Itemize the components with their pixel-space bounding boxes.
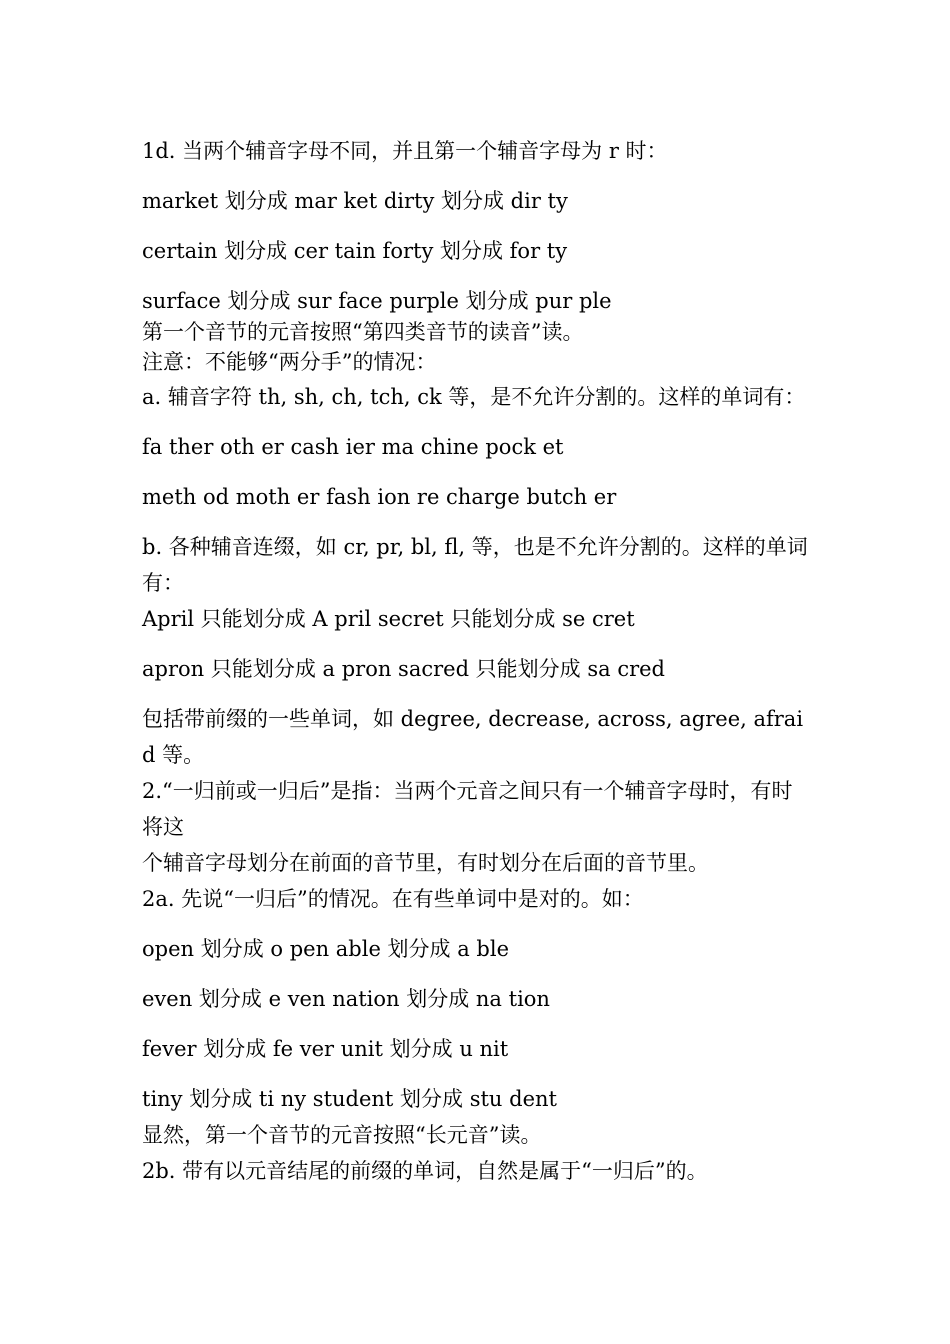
text-line-prefix: 包括带前缀的一些单词，如 degree, decrease, across, agree, afraid 等。: [142, 707, 804, 767]
text-line-fever: fever 划分成 fe ver unit 划分成 u nit: [142, 1037, 509, 1061]
text-line-certain: certain 划分成 cer tain forty 划分成 for ty: [142, 239, 568, 263]
text-line-apron: apron 只能划分成 a pron sacred 只能划分成 sa cred: [142, 657, 665, 681]
text-line-market: market 划分成 mar ket dirty 划分成 dir ty: [142, 189, 568, 213]
text-line-method: meth od moth er fash ion re charge butch er: [142, 485, 617, 509]
text-line-2: 2.“一归前或一归后”是指：当两个元音之间只有一个辅音字母时，有时将这: [142, 779, 793, 839]
text-line-surface: surface 划分成 sur face purple 划分成 pur ple: [142, 289, 612, 313]
text-line-open: open 划分成 o pen able 划分成 a ble: [142, 937, 510, 961]
text-line-father: fa ther oth er cash ier ma chine pock et: [142, 435, 564, 459]
text-line-2-cont: 个辅音字母划分在前面的音节里，有时划分在后面的音节里。: [142, 851, 709, 875]
text-line-fourth-type: 第一个音节的元音按照“第四类音节的读音”读。: [142, 320, 584, 344]
text-line-long-vowel: 显然，第一个音节的元音按照“长元音”读。: [142, 1123, 542, 1147]
text-line-b: b. 各种辅音连缀，如 cr, pr, bl, fl, 等，也是不允许分割的。这样的单词有：: [142, 535, 808, 595]
text-line-a: a. 辅音字符 th, sh, ch, tch, ck 等，是不允许分割的。这样的单词有：: [142, 385, 806, 409]
text-line-even: even 划分成 e ven nation 划分成 na tion: [142, 987, 550, 1011]
text-line-note: 注意：不能够“两分手”的情况：: [142, 350, 437, 374]
text-line-1d: 1d. 当两个辅音字母不同，并且第一个辅音字母为 r 时：: [142, 139, 668, 163]
text-line-2a: 2a. 先说“一归后”的情况。在有些单词中是对的。如：: [142, 887, 644, 911]
text-line-2b: 2b. 带有以元音结尾的前缀的单词，自然是属于“一归后”的。: [142, 1159, 708, 1183]
document-body: [142, 133, 812, 1189]
text-line-tiny: tiny 划分成 ti ny student 划分成 stu dent: [142, 1087, 557, 1111]
text-line-april: April 只能划分成 A pril secret 只能划分成 se cret: [142, 607, 635, 631]
